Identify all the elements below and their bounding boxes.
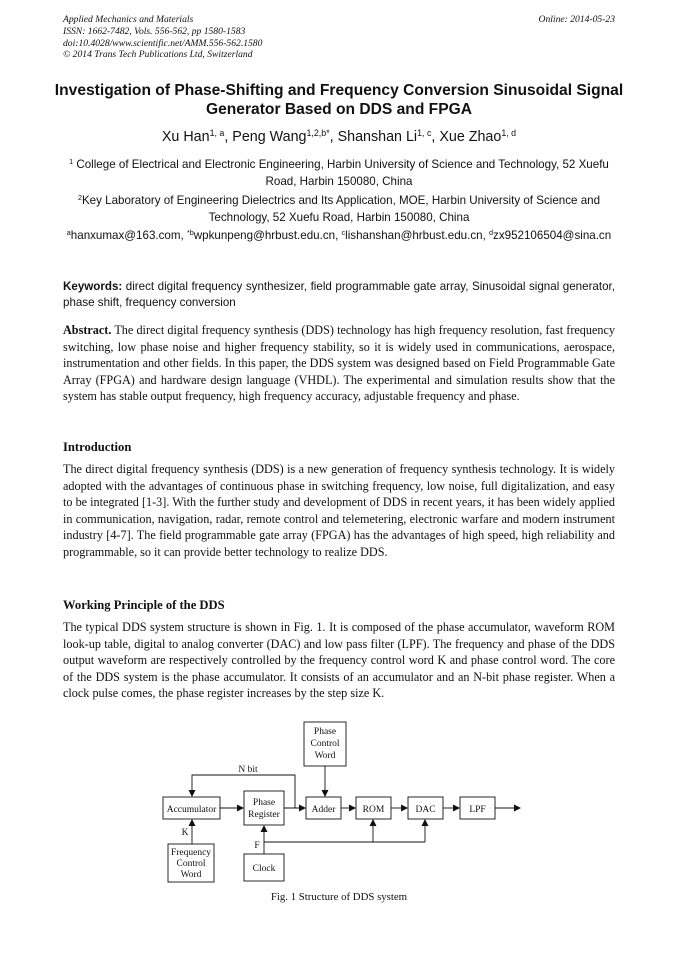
author-name: Shanshan Li	[337, 129, 418, 145]
email-text: hanxumax@163.com,	[70, 229, 187, 242]
email-text: lishanshan@hrbust.edu.cn,	[345, 229, 490, 242]
author-name: Peng Wang	[232, 129, 307, 145]
email-text: zx952106504@sina.cn	[493, 229, 612, 242]
affiliation-1	[63, 157, 615, 190]
lpf-label: LPF	[469, 805, 486, 815]
dds-block-diagram	[150, 719, 530, 887]
phase-control-word-line2: Control	[310, 739, 340, 749]
email-list	[63, 228, 615, 245]
frequency-control-word-line2: Control	[176, 859, 206, 869]
affiliation-text: College of Electrical and Electronic Engineering, Harbin University of Science and Technology, 52 Xuefu Road, Harbin 150080, China	[73, 158, 609, 188]
keywords-label: Keywords:	[63, 280, 123, 293]
adder-label: Adder	[311, 805, 336, 815]
phase-control-word-line1: Phase	[313, 727, 337, 737]
phase-register-line2: Register	[248, 810, 280, 820]
introduction-heading: Introduction	[63, 440, 132, 454]
author-name: Xue Zhao	[439, 129, 502, 145]
author-sup: 1, a	[209, 127, 225, 138]
journal-name: Applied Mechanics and Materials	[63, 14, 194, 25]
journal-header	[63, 14, 615, 61]
affiliation-text: Key Laboratory of Engineering Dielectrics and Its Application, MOE, Harbin University of Science and Technology, 52 Xuefu Road, Harbin 150080, China	[81, 194, 601, 224]
abstract	[63, 322, 615, 405]
author-list	[0, 129, 678, 145]
affiliation-sup: 2	[77, 192, 82, 202]
paper-title: Investigation of Phase-Shifting and Frequency Conversion Sinusoidal Signal Generator Based on DDS and FPGA	[54, 82, 624, 118]
affiliation-sup: 1	[69, 156, 74, 166]
k-label: K	[181, 828, 189, 838]
working-principle-heading: Working Principle of the DDS	[63, 598, 225, 612]
copyright: © 2014 Trans Tech Publications Ltd, Switzerland	[63, 49, 253, 61]
clock-label: Clock	[252, 864, 276, 874]
email-sup: c	[341, 227, 346, 237]
author-name: Xu Han	[161, 129, 210, 145]
nbit-label: N bit	[238, 765, 258, 775]
email-text: wpkunpeng@hrbust.edu.cn,	[193, 229, 342, 242]
keywords-text: direct digital frequency synthesizer, field programmable gate array, Sinusoidal signal generator, phase shift, frequency conversion	[63, 280, 615, 309]
email-sup: d	[489, 227, 494, 237]
frequency-control-word-line1: Frequency	[170, 848, 212, 858]
affiliation-2	[63, 193, 615, 226]
doi: doi:10.4028/www.scientific.net/AMM.556-562.1580	[63, 37, 263, 49]
author-sep: ,	[224, 129, 233, 145]
online-date: Online: 2014-05-23	[538, 14, 615, 25]
email-sup: *b	[186, 227, 194, 237]
f-label: F	[254, 841, 260, 851]
abstract-label: Abstract.	[63, 323, 112, 337]
figure-caption: Fig. 1 Structure of DDS system	[270, 891, 408, 903]
keywords	[63, 279, 615, 310]
author-sep: ,	[329, 129, 338, 145]
introduction-text: The direct digital frequency synthesis (DDS) is a new generation of frequency synthesis technology. It is widely adopted with the advantages of continuous phase in switching frequency, low noise, full digitalization, and easy to be integrated [1-3]. With the further study and development of DDS in recent years, it has been widely applied in communication, navigation, radar, remote control and telemetering, electronic warfare and modern instrument industry [4-7]. The field programmable gate array (FPGA) has the advantages of high speed, high reliability and programmable, so it can provide better technology to realize DDS.	[63, 462, 615, 559]
author-sup: 1, c	[417, 127, 432, 138]
working-principle-text: The typical DDS system structure is shown in Fig. 1. It is composed of the phase accumulator, waveform ROM look-up table, digital to analog converter (DAC) and low pass filter (LPF). The frequency and phase of the DDS output waveform are respectively controlled by the frequency control word K and phase control word. The core of the DDS system is the phase accumulator. It consists of an accumulator and an N-bit phase register. When a clock pulse comes, the phase register increases by the step size K.	[63, 620, 615, 701]
frequency-control-word-line3: Word	[180, 870, 202, 880]
issn: ISSN: 1662-7482, Vols. 556-562, pp 1580-1583	[63, 25, 246, 37]
rom-label: ROM	[362, 805, 385, 815]
author-sup: 1,2,b*	[306, 127, 330, 138]
dac-label: DAC	[415, 805, 436, 815]
phase-control-word-line3: Word	[314, 751, 336, 761]
author-sup: 1, d	[501, 127, 517, 138]
author-sep: ,	[431, 129, 440, 145]
phase-register-line1: Phase	[252, 798, 276, 808]
abstract-text: The direct digital frequency synthesis (DDS) technology has high frequency resolution, fast frequency switching, low phase noise and higher frequency stability, so it is widely used in communications, aerospace, instrumentation and other fields. In this paper, the DDS system was designed based on Field Programmable Gate Array (FPGA) and hardware design language (VHDL). The experimental and simulation results show that the system has stable output frequency, high frequency accuracy, adjustable frequency and phase.	[63, 323, 615, 404]
email-sup: a	[66, 227, 71, 237]
accumulator-label: Accumulator	[166, 805, 217, 815]
